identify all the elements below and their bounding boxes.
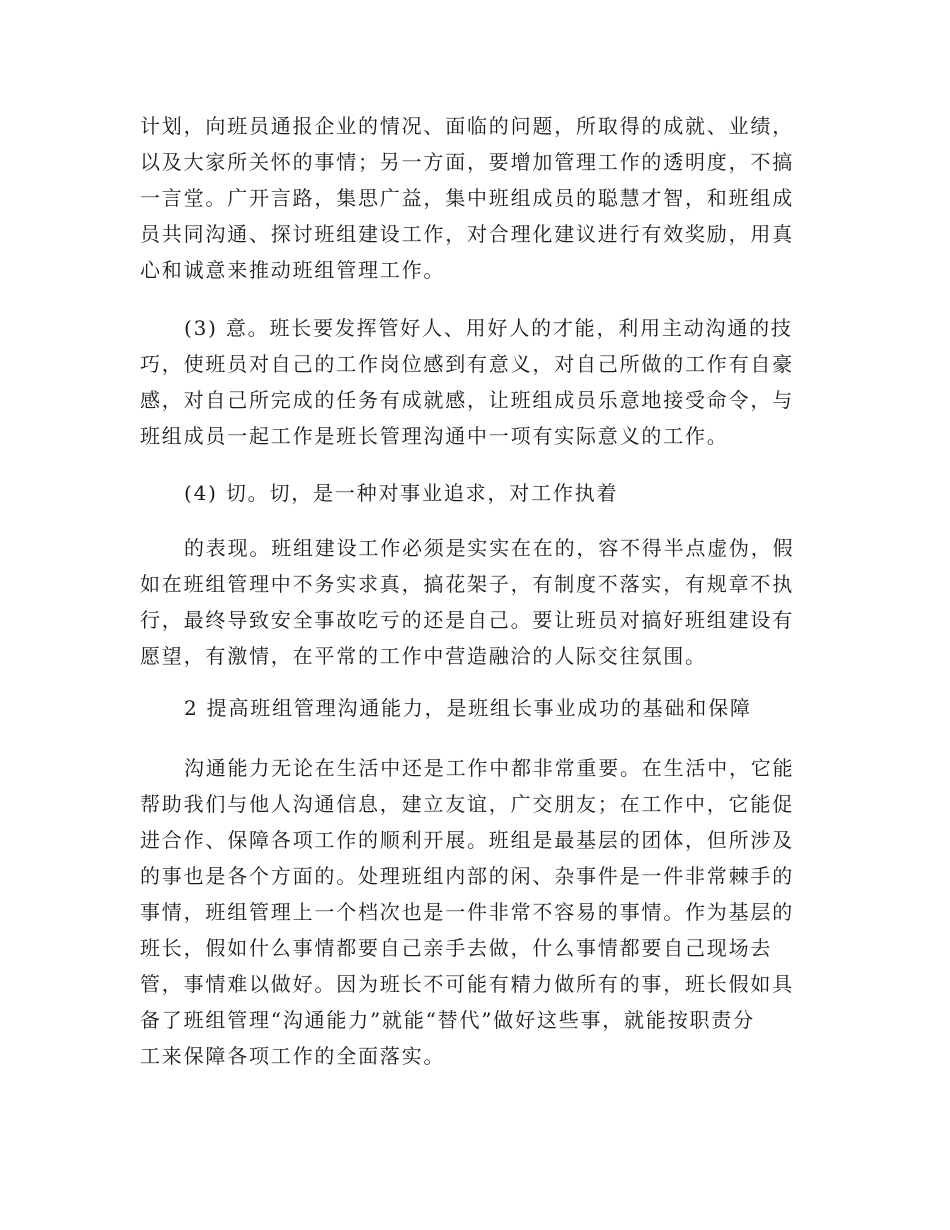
text-line: 感，对自己所完成的任务有成就感，让班组成员乐意地接受命令，与	[140, 388, 794, 412]
text-line: 以及大家所关怀的事情；另一方面，要增加管理工作的透明度，不搞	[140, 150, 794, 174]
text-line: 帮助我们与他人沟通信息，建立友谊，广交朋友；在工作中，它能促	[140, 792, 794, 816]
text-line: 班长，假如什么事情都要自己亲手去做，什么事情都要自己现场去	[140, 936, 773, 960]
paragraph-transparency	[140, 108, 800, 288]
text-line: (4) 切。切，是一种对事业追求，对工作执着	[184, 481, 619, 505]
paragraph-item-4-body	[140, 530, 800, 674]
text-line: (3) 意。班长要发挥管好人、用好人的才能，利用主动沟通的技	[184, 316, 793, 340]
text-line: 工来保障各项工作的全面落实。	[140, 1044, 446, 1068]
text-line: 计划，向班员通报企业的情况、面临的问题，所取得的成就、业绩，	[140, 114, 794, 138]
text-line: 行，最终导致安全事故吃亏的还是自己。要让班员对搞好班组建设有	[140, 608, 794, 632]
text-line: 进合作、保障各项工作的顺利开展。班组是最基层的团体，但所涉及	[140, 828, 794, 852]
paragraph-item-4-heading	[140, 475, 800, 511]
text-line: 如在班组管理中不务实求真，搞花架子，有制度不落实，有规章不执	[140, 572, 794, 596]
section-heading	[140, 690, 800, 726]
text-line: 心和诚意来推动班组管理工作。	[140, 258, 446, 282]
paragraph-communication-ability	[140, 750, 800, 1074]
text-line: 的事也是各个方面的。处理班组内部的闲、杂事件是一件非常棘手的	[140, 864, 794, 888]
text-line: 事情，班组管理上一个档次也是一件非常不容易的事情。作为基层的	[140, 900, 794, 924]
paragraph-item-3-meaning	[140, 310, 800, 454]
text-line: 愿望，有激情，在平常的工作中营造融洽的人际交往氛围。	[140, 644, 707, 668]
text-line: 2 提高班组管理沟通能力，是班组长事业成功的基础和保障	[184, 696, 752, 720]
text-line: 巧，使班员对自己的工作岗位感到有意义，对自己所做的工作有自豪	[140, 352, 794, 376]
text-line: 管，事情难以做好。因为班长不可能有精力做所有的事，班长假如具	[140, 972, 794, 996]
text-line: 备了班组管理“沟通能力”就能“替代”做好这些事，就能按职责分	[140, 1008, 755, 1032]
text-line: 班组成员一起工作是班长管理沟通中一项有实际意义的工作。	[140, 424, 729, 448]
text-line: 一言堂。广开言路，集思广益，集中班组成员的聪慧才智，和班组成	[140, 186, 794, 210]
text-line: 沟通能力无论在生活中还是工作中都非常重要。在生活中，它能	[184, 756, 795, 780]
text-line: 的表现。班组建设工作必须是实实在在的，容不得半点虚伪，假	[184, 536, 795, 560]
text-line: 员共同沟通、探讨班组建设工作，对合理化建议进行有效奖励，用真	[140, 222, 794, 246]
